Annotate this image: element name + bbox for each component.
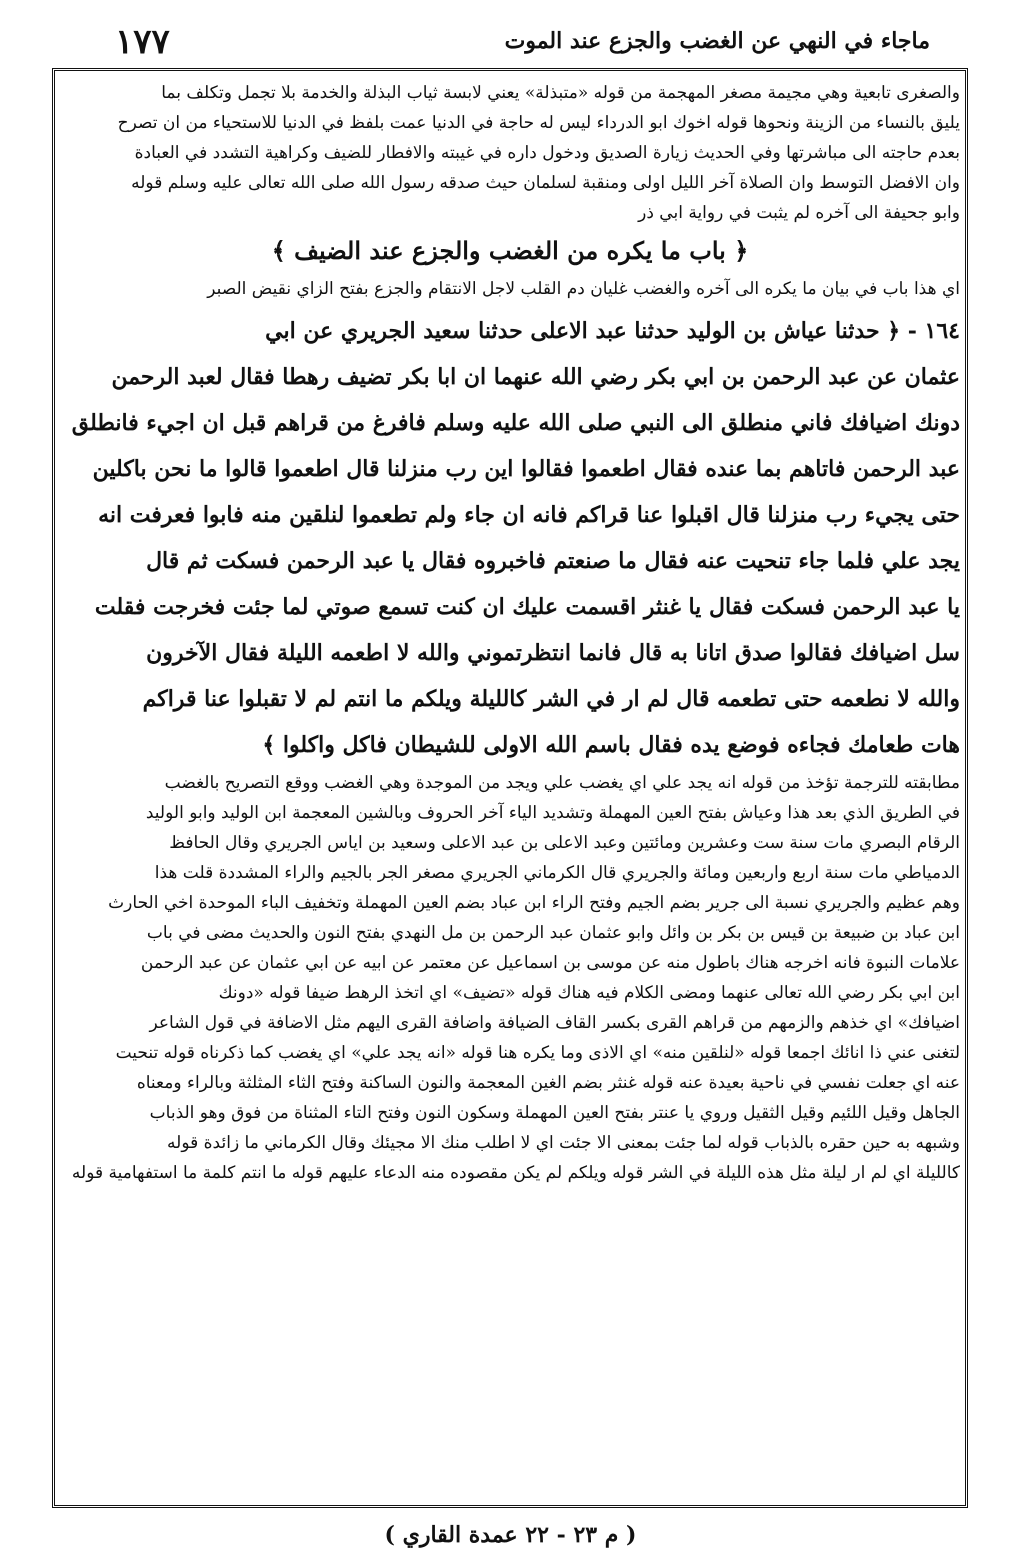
commentary-line: اضيافك» اي خذهم والزمهم من قراهم القرى بكسر القاف الضيافة واضافة القرى اليهم مثل الاضافة في قول الشاعر: [149, 1013, 960, 1033]
hadith-line: يجد علي فلما جاء تنحيت عنه فقال ما صنعتم فاخبروه فقال يا عبد الرحمن فسكت ثم قال: [146, 548, 960, 574]
preface-line: والصغرى تابعية وهي مجيمة مصغر المهجمة من قوله «متبذلة» يعني لابسة ثياب البذلة والخدمة بلا تجمل وتكلف بما: [161, 83, 960, 103]
commentary-line: في الطريق الذي بعد هذا وعياش بفتح العين المهملة وتشديد الياء آخر الحروف وبالشين المعجمة ابن الوليد وابو الوليد: [145, 803, 960, 823]
preface-line: يليق بالنساء من الزينة ونحوها قوله اخوك ابو الدرداء ليس له حاجة في الدنيا عمت بلفظ في الدنيا للاستحياء من ان تصرح: [117, 113, 960, 133]
commentary-line: وشبهه به حين حقره بالذباب قوله لما جئت بمعنى الا جئت اي لا اطلب منك الا مجيئك وقال الكرماني ما زائدة قوله: [167, 1133, 960, 1153]
commentary-line: ابن ابي بكر رضي الله تعالى عنهما ومضى الكلام فيه هناك قوله «تضيف» اي اتخذ الرهط ضيفا قوله «دونك: [218, 983, 960, 1003]
preface-line: وان الافضل التوسط وان الصلاة آخر الليل اولى ومنقبة لسلمان حيث صدقه رسول الله صلى الله تعالى عليه وسلم قوله: [131, 173, 960, 193]
running-title: ماجاء في النهي عن الغضب والجزع عند الموت: [504, 28, 930, 54]
page-footer: ( م ٢٣ - ٢٢ عمدة القاري ): [384, 1522, 637, 1548]
hadith-line: والله لا نطعمه حتى تطعمه قال لم ار في الشر كالليلة ويلكم ما انتم لم لا تقبلوا عنا قراكم: [142, 686, 960, 712]
commentary-line: لتغنى عني ذا انائك اجمعا قوله «لنلقين منه» اي الاذى وما يكره هنا قوله «انه يجد علي» اي يغضب كما ذكرناه قوله تنحيت: [115, 1043, 960, 1063]
hadith-line: عبد الرحمن فاتاهم بما عنده فقال اطعموا فقالوا اين رب منزلنا قال اطعموا قالوا ما نحن باكلين: [92, 456, 960, 482]
preface-line: بعدم حاجته الى مباشرتها وفي الحديث زيارة الصديق ودخول داره في غيبته والافطار للضيف وكراهية التشدد في العبادة: [134, 143, 960, 163]
hadith-line: ١٦٤ - ﴿ حدثنا عياش بن الوليد حدثنا عبد الاعلى حدثنا سعيد الجريري عن ابي: [265, 318, 960, 344]
hadith-line: حتى يجيء رب منزلنا قال اقبلوا عنا قراكم فانه ان جاء ولم تطعموا لنلقين منه فابوا فعرفت انه: [98, 502, 960, 528]
commentary-line: الرقام البصري مات سنة ست وعشرين ومائتين وعبد الاعلى بن عبد الاعلى وسعيد بن اياس الجريري وقال الحافظ: [169, 833, 960, 853]
commentary-line: وهم عظيم والجريري نسبة الى جرير بضم الجيم وفتح الراء ابن عباد بضم العين المهملة وتخفيف الباء الموحدة اخي الحارث: [108, 893, 960, 913]
commentary-line: الجاهل وقيل اللئيم وقيل الثقيل وروي يا عنتر بفتح العين المهملة وسكون النون وفتح التاء المثناة من فوق وهو الذباب: [149, 1103, 960, 1123]
hadith-line: سل اضيافك فقالوا صدق اتانا به قال فانما انتظرتموني والله لا اطعمه الليلة فقال الآخرون: [146, 640, 960, 666]
page-number: ١٧٧: [115, 22, 170, 62]
commentary-line: الدمياطي مات سنة اربع واربعين ومائة والجريري قال الكرماني الجريري مصغر الجر بالجيم والراء المشددة قلت هذا: [154, 863, 960, 883]
preface-line: وابو جحيفة الى آخره لم يثبت في رواية ابي ذر: [638, 203, 960, 223]
chapter-explanation: اي هذا باب في بيان ما يكره الى آخره والغضب غليان دم القلب لاجل الانتقام والجزع بفتح الزاي نقيض الصبر: [207, 279, 960, 299]
hadith-text: [60, 308, 960, 768]
commentary-line: عنه اي جعلت نفسي في ناحية بعيدة عنه قوله غنثر بضم الغين المعجمة والنون الساكنة وفتح الثاء المثلثة وبالراء ومعناه: [136, 1073, 960, 1093]
preface-block: [60, 78, 960, 228]
commentary-line: كالليلة اي لم ار ليلة مثل هذه الليلة في الشر قوله ويلكم لم يكن مقصوده منه الدعاء عليهم قوله ما انتم كلمة ما استفهامية قوله: [71, 1163, 960, 1183]
hadith-line: دونك اضيافك فاني منطلق الى النبي صلى الله عليه وسلم فافرغ من قراهم قبل ان اجيء فانطلق: [71, 410, 960, 436]
hadith-line: عثمان عن عبد الرحمن بن ابي بكر رضي الله عنهما ان ابا بكر تضيف رهطا فقال لعبد الرحمن: [111, 364, 960, 390]
page-header: [70, 22, 970, 62]
commentary-line: علامات النبوة فانه اخرجه هناك باطول منه عن موسى بن اسماعيل عن معتمر عن ابيه عن ابي عثمان عن عبد الرحمن: [140, 953, 960, 973]
commentary-line: مطابقته للترجمة تؤخذ من قوله انه يجد علي اي يغضب علي ويجد من الموجدة وهي الغضب ووقع التصريح بالغضب: [164, 773, 960, 793]
commentary-block: [60, 768, 960, 1188]
hadith-line: يا عبد الرحمن فسكت فقال يا غنثر اقسمت عليك ان كنت تسمع صوتي لما جئت فخرجت فقلت: [94, 594, 960, 620]
commentary-line: ابن عباد بن ضبيعة بن قيس بن بكر بن وائل وابو عثمان عبد الرحمن بن مل النهدي بفتح النون والحديث مضى في باب: [146, 923, 960, 943]
page-body: [60, 78, 960, 1188]
chapter-title: ﴿ باب ما يكره من الغضب والجزع عند الضيف ﴾: [271, 236, 749, 265]
hadith-line: هات طعامك فجاءه فوضع يده فقال باسم الله الاولى للشيطان فاكل واكلوا ﴾: [262, 732, 960, 758]
